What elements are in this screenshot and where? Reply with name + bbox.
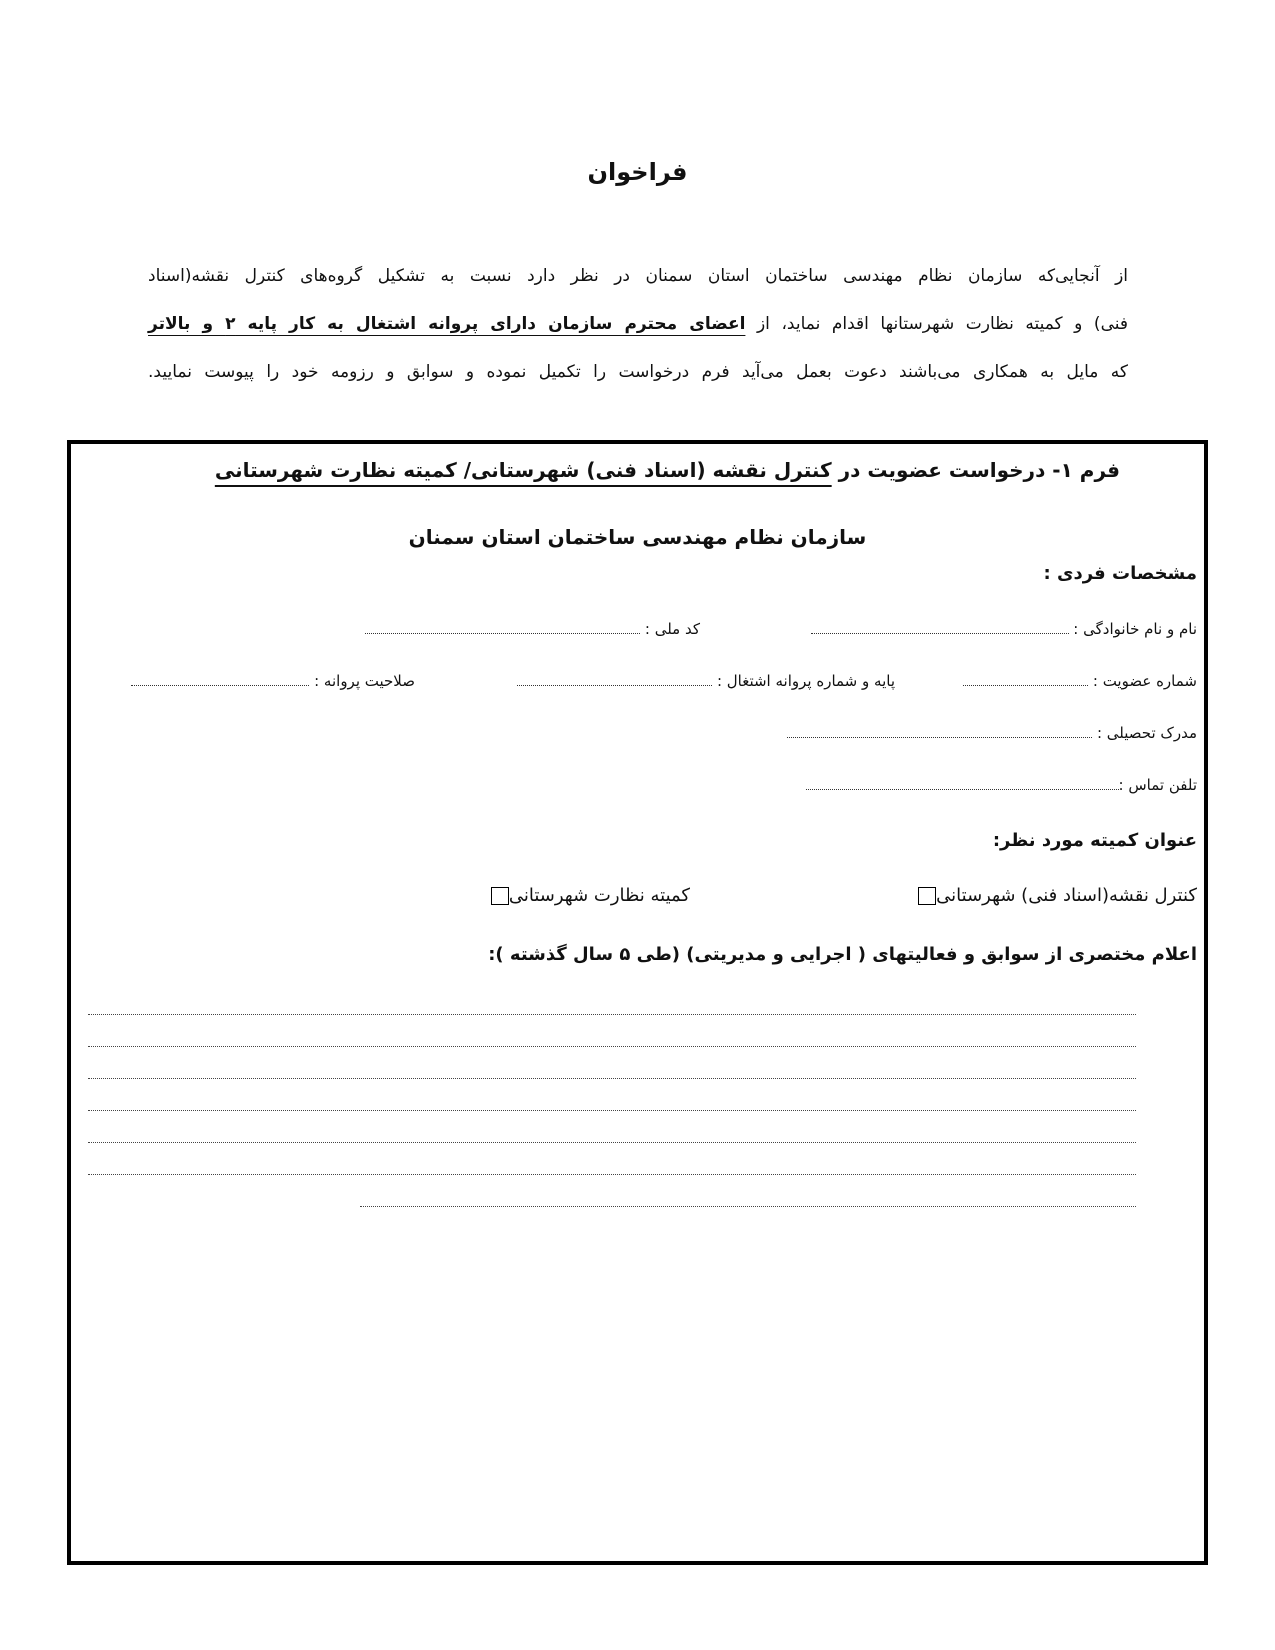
membership-number-input[interactable] [963, 673, 1088, 686]
activities-line[interactable] [88, 1014, 1136, 1015]
form-box [67, 440, 1208, 1565]
committee-heading: عنوان کمیته مورد نظر: [992, 830, 1197, 851]
license-grade-label: پایه و شماره پروانه اشتغال : [716, 672, 895, 690]
license-grade-input[interactable] [517, 673, 712, 686]
full-name-label: نام و نام خانوادگی : [1073, 620, 1197, 638]
checkbox-plan-control[interactable] [918, 887, 936, 905]
personal-info-heading: مشخصات فردی : [1043, 563, 1197, 584]
license-competence-field[interactable] [131, 672, 415, 690]
activities-line[interactable] [88, 1078, 1136, 1079]
membership-number-field[interactable] [963, 672, 1197, 690]
organization-name: سازمان نظام مهندسی ساختمان استان سمنان [408, 525, 867, 549]
activities-line[interactable] [360, 1206, 1136, 1207]
option-label: کنترل نقشه(اسناد فنی) شهرستانی [936, 885, 1197, 906]
activities-line[interactable] [88, 1110, 1136, 1111]
paragraph-line-3: که مایل به همکاری می‌باشند دعوت بعمل می‌آید فرم درخواست را تکمیل نموده و سوابق و رزومه خود را پیوست نمایید. [148, 362, 1128, 382]
paragraph-line-2-text: فنی) و کمیته نظارت شهرستانها اقدام نماید، از [745, 314, 1128, 334]
form-title-underlined: کنترل نقشه (اسناد فنی) شهرستانی/ کمیته نظارت شهرستانی [214, 458, 832, 482]
education-label: مدرک تحصیلی : [1096, 724, 1197, 742]
phone-field[interactable] [806, 776, 1197, 794]
committee-option-plan-control[interactable] [904, 885, 1197, 906]
form-title [180, 458, 1120, 482]
announcement-title: فراخوان [587, 158, 688, 186]
phone-label: تلفن تماس : [1118, 776, 1197, 794]
form-title-text: فرم ۱- درخواست عضویت در [831, 458, 1120, 482]
announcement-paragraph [148, 252, 1128, 396]
activities-line[interactable] [88, 1046, 1136, 1047]
education-field[interactable] [787, 724, 1197, 742]
license-competence-input[interactable] [131, 673, 309, 686]
education-input[interactable] [787, 725, 1092, 738]
membership-number-label: شماره عضویت : [1092, 672, 1197, 690]
national-code-field[interactable] [365, 620, 700, 638]
paragraph-emphasis: اعضای محترم سازمان دارای پروانه اشتغال به کار پایه ۲ و بالاتر [148, 314, 746, 334]
national-code-label: کد ملی : [644, 620, 700, 638]
paragraph-line-2 [148, 300, 1128, 348]
committee-option-supervision[interactable] [477, 885, 690, 906]
license-grade-field[interactable] [517, 672, 895, 690]
full-name-input[interactable] [811, 621, 1069, 634]
activities-heading: اعلام مختصری از سوابق و فعالیتهای ( اجرایی و مدیریتی) (طی ۵ سال گذشته ): [488, 944, 1197, 965]
license-competence-label: صلاحیت پروانه : [314, 672, 415, 690]
activities-line[interactable] [88, 1174, 1136, 1175]
full-name-field[interactable] [811, 620, 1197, 638]
national-code-input[interactable] [365, 621, 640, 634]
option-label: کمیته نظارت شهرستانی [508, 885, 690, 906]
checkbox-supervision[interactable] [491, 887, 509, 905]
paragraph-line-1: از آنجایی‌که سازمان نظام مهندسی ساختمان استان سمنان در نظر دارد نسبت به تشکیل گروه‌های کنترل نقشه(اسناد [148, 266, 1128, 286]
activities-line[interactable] [88, 1142, 1136, 1143]
phone-input[interactable] [806, 777, 1119, 790]
